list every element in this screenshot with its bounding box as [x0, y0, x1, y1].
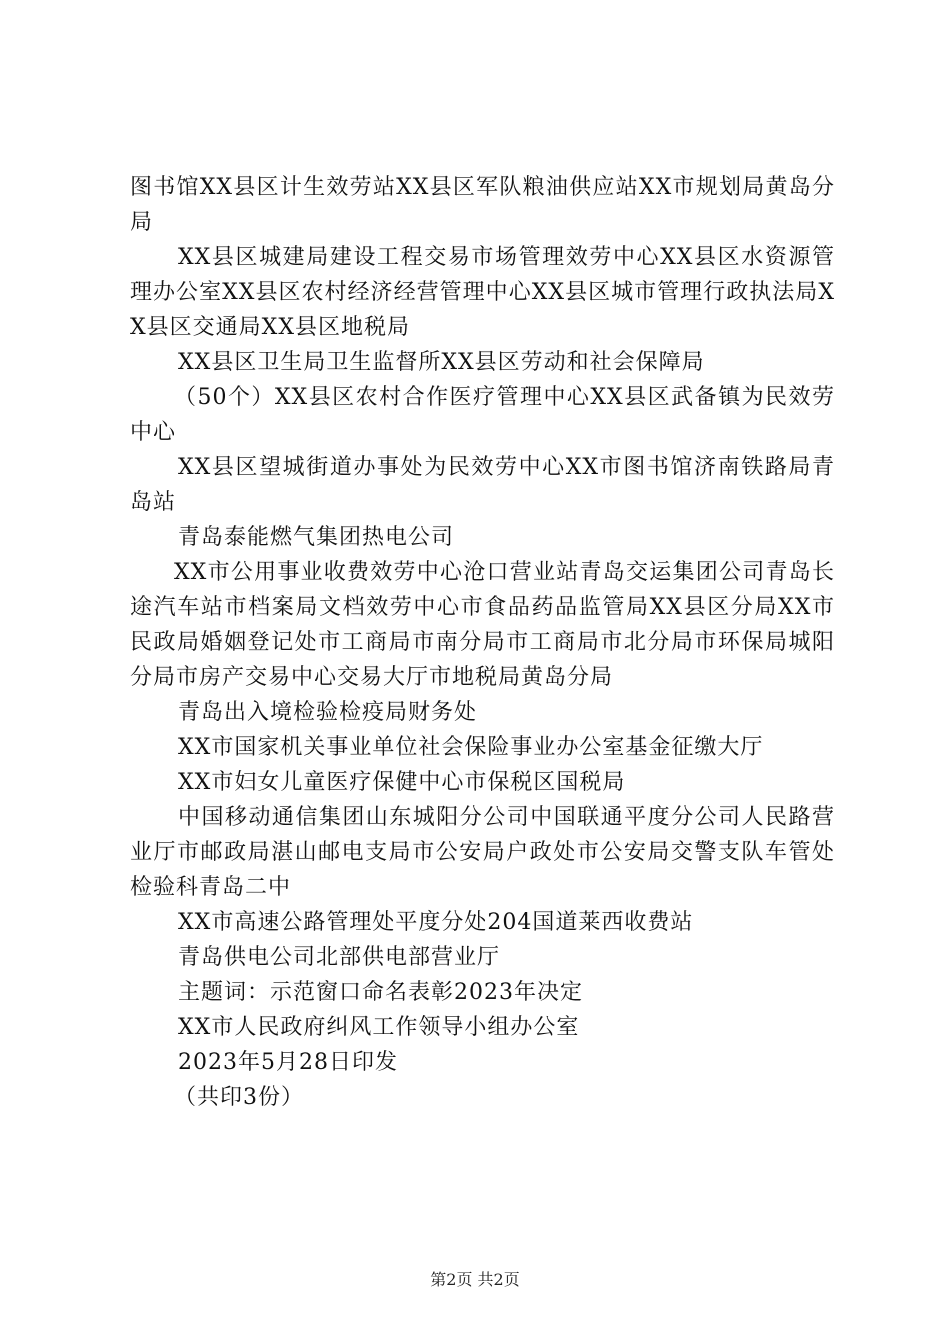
copy-count: （共印3份） [174, 1085, 304, 1110]
paragraph-health-list: XX县区卫生局卫生监督所XX县区劳动和社会保障局 [178, 350, 705, 375]
paragraph-highway-office: XX市高速公路管理处平度分处204国道莱西收费站 [178, 910, 694, 935]
subject-keywords: 主题词：示范窗口命名表彰2023年决定 [178, 980, 583, 1005]
paragraph-power-company: 青岛供电公司北部供电部营业厅 [178, 945, 501, 970]
document-body [130, 170, 835, 1115]
paragraph-inspection-bureau: 青岛出入境检验检疫局财务处 [178, 700, 478, 725]
paragraph-library-list: 图书馆XX县区计生效劳站XX县区军队粮油供应站XX市规划局黄岛分局 [130, 175, 835, 235]
paragraph-fifty-units: （50个）XX县区农村合作医疗管理中心XX县区武备镇为民效劳中心 [130, 385, 835, 445]
print-date: 2023年5月28日印发 [178, 1050, 398, 1075]
paragraph-telecom-list: 中国移动通信集团山东城阳分公司中国联通平度分公司人民路营业厅市邮政局湛山邮电支局市公安局户政处市公安局交警支队车管处检验科青岛二中 [130, 805, 835, 900]
paragraph-construction-list: XX县区城建局建设工程交易市场管理效劳中心XX县区水资源管理办公室XX县区农村经济经营管理中心XX县区城市管理行政执法局XX县区交通局XX县区地税局 [130, 245, 835, 340]
paragraph-social-insurance: XX市国家机关事业单位社会保险事业办公室基金征缴大厅 [178, 735, 764, 760]
paragraph-gas-company: 青岛泰能燃气集团热电公司 [178, 525, 455, 550]
paragraph-maternal-health: XX市妇女儿童医疗保健中心市保税区国税局 [178, 770, 626, 795]
page-number-footer: 第2页 共2页 [430, 1270, 520, 1289]
paragraph-street-office: XX县区望城街道办事处为民效劳中心XX市图书馆济南铁路局青岛站 [130, 455, 835, 515]
issuing-office: XX市人民政府纠风工作领导小组办公室 [178, 1015, 580, 1040]
paragraph-public-services: XX市公用事业收费效劳中心沧口营业站青岛交运集团公司青岛长途汽车站市档案局文档效劳中心市食品药品监管局XX县区分局XX市民政局婚姻登记处市工商局市南分局市工商局市北分局市环保局城阳分局市房产交易中心交易大厅市地税局黄岛分局 [130, 560, 835, 690]
